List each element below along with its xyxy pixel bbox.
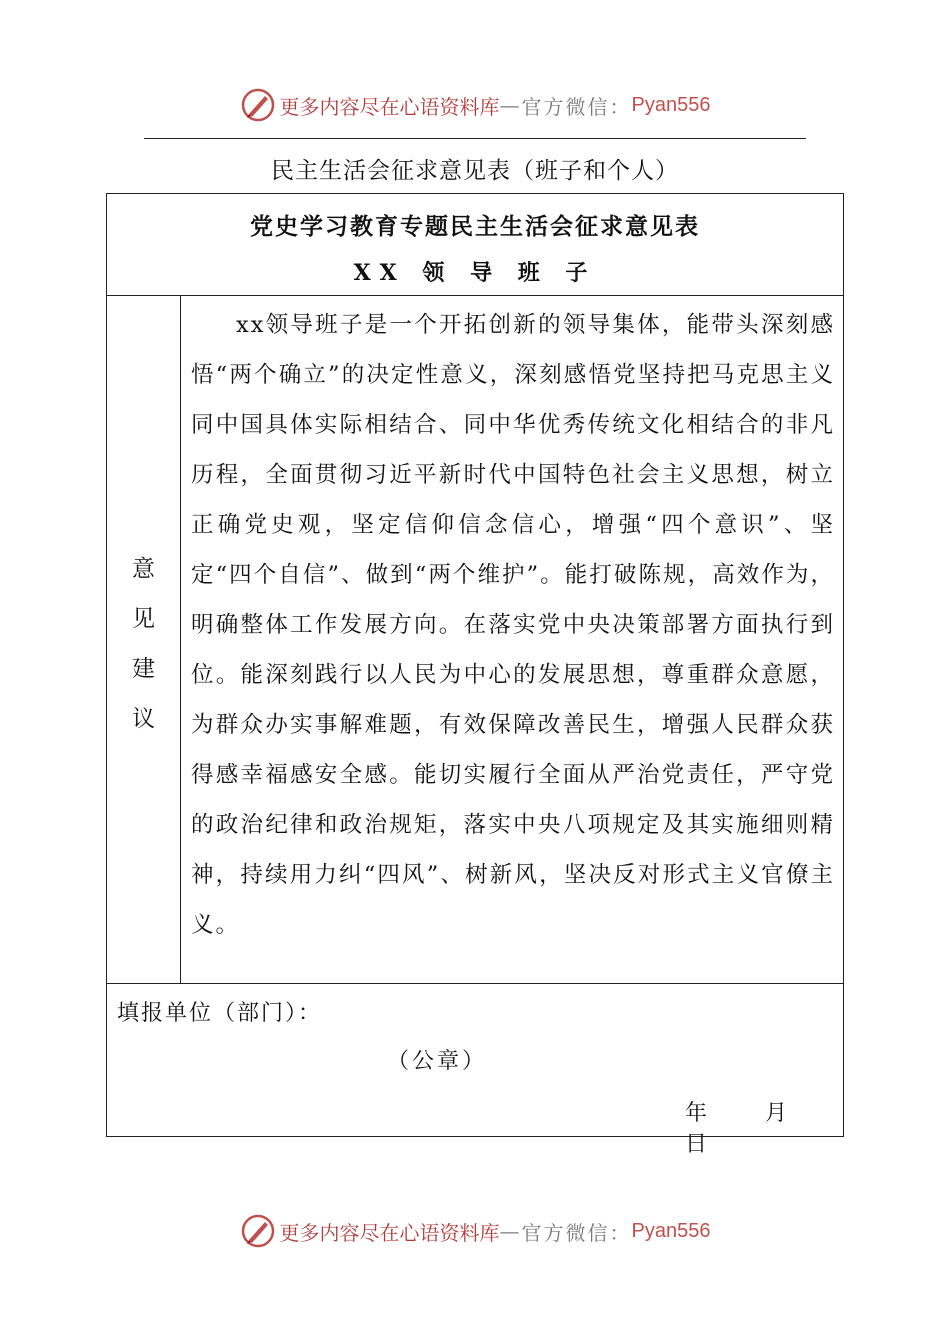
reporting-unit-label: 填报单位（部门）：: [117, 1001, 323, 1026]
date-year: 年: [685, 1101, 708, 1126]
pen-logo-icon: [240, 87, 276, 123]
date-line: [685, 1096, 843, 1158]
banner-dash: —: [499, 93, 522, 117]
label-char: 议: [132, 706, 155, 732]
form-footer-cell: [107, 983, 843, 1157]
pen-logo-icon: [240, 1213, 276, 1249]
label-char: 意: [132, 556, 155, 582]
header-rule: [144, 138, 806, 139]
official-seal-label: （公章）: [387, 1049, 488, 1074]
banner-wechat-label: 官方微信：: [521, 1220, 632, 1245]
date-day: 日: [685, 1132, 708, 1157]
opinion-label: [107, 544, 180, 744]
banner-text: 更多内容尽在心语资料库: [279, 94, 500, 119]
banner-wechat-id: Pyan556: [631, 93, 711, 116]
form-header-cell: [107, 194, 843, 296]
opinion-label-cell: [107, 296, 181, 984]
opinion-form-table: [106, 193, 844, 1157]
banner-wechat-label: 官方微信：: [521, 94, 632, 119]
form-heading: 党史学习教育专题民主生活会征求意见表: [250, 213, 700, 240]
banner-text: 更多内容尽在心语资料库: [279, 1220, 500, 1245]
watermark-banner-top: [0, 82, 950, 128]
form-subheading: XX 领 导 班 子: [353, 260, 597, 286]
banner-wechat-id: Pyan556: [631, 1219, 711, 1242]
document-title: 民主生活会征求意见表（班子和个人）: [271, 158, 679, 184]
watermark-banner-bottom: [0, 1208, 950, 1254]
banner-dash: —: [499, 1219, 522, 1243]
date-month: 月: [765, 1101, 788, 1126]
opinion-content-cell: [181, 296, 843, 984]
label-char: 建: [132, 656, 155, 682]
opinion-body-text: xx领导班子是一个开拓创新的领导集体，能带头深刻感悟“两个确立”的决定性意义，深刻感悟党坚持把马克思主义同中国具体实际相结合、同中华优秀传统文化相结合的非凡历程，全面贯彻习近平新时代中国特色社会主义思想，树立正确党史观，坚定信仰信念信心，增强“四个意识”、坚定“四个自信”、做到“两个维护”。能打破陈规，高效作为，明确整体工作发展方向。在落实党中央决策部署方面执行到位。能深刻践行以人民为中心的发展思想，尊重群众意愿，为群众办实事解难题，有效保障改善民生，增强人民群众获得感幸福感安全感。能切实履行全面从严治党责任，严守党的政治纪律和政治规矩，落实中央八项规定及其实施细则精神，持续用力纠“四风”、树新风，坚决反对形式主义官僚主义。: [191, 312, 835, 938]
label-char: 见: [132, 606, 155, 632]
